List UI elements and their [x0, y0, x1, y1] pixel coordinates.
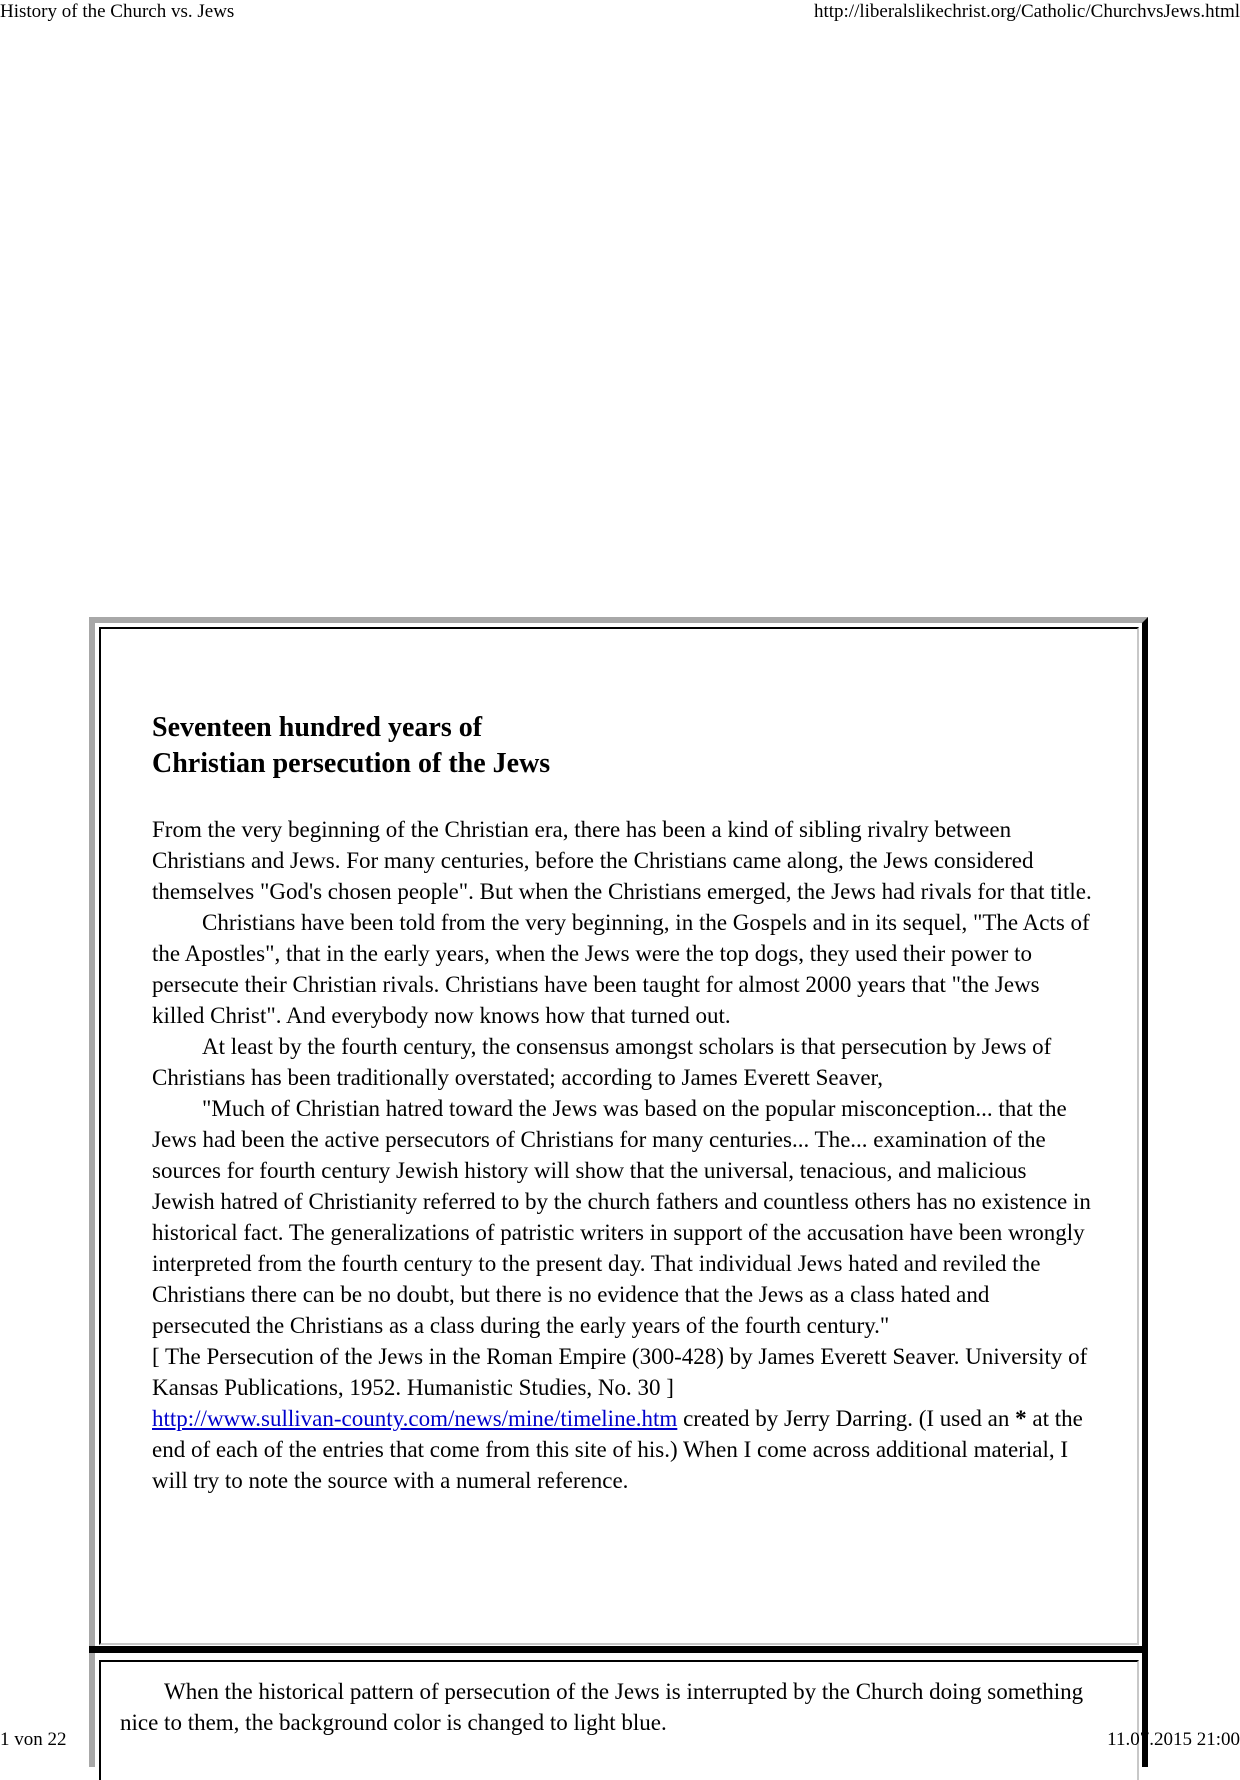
title-line-2: Christian persecution of the Jews	[152, 748, 551, 779]
source-link[interactable]: http://www.sullivan-county.com/news/mine/timeline.htm	[152, 1406, 678, 1431]
source-paragraph	[152, 1403, 1092, 1496]
print-footer-page: 1 von 22	[0, 1729, 67, 1750]
article-body	[152, 710, 1092, 1496]
page-title	[152, 710, 1092, 782]
source-text-b: at the end of each of the entries that come from this site of his.) When I come across additional material, I will try to note the source with a numeral reference.	[152, 1406, 1083, 1493]
print-header-title: History of the Church vs. Jews	[0, 1, 235, 22]
seaver-quote: "Much of Christian hatred toward the Jews was based on the popular misconception... that the Jews had been the active persecutors of Christians for many centuries... The... examination of the sources for fourth century Jewish history will show that the universal, tenacious, and malicious Jewish hatred of Christianity referred to by the church fathers and countless others has no existence in historical fact. The generalizations of patristic writers in support of the accusation have been wrongly interpreted from the fourth century to the present day. That individual Jews hated and reviled the Christians there can be no doubt, but there is no evidence that the Jews as a class hated and persecuted the Christians as a class during the early years of the fourth century."	[152, 1096, 1091, 1338]
citation: [ The Persecution of the Jews in the Roman Empire (300-428) by James Everett Seaver. University of Kansas Publications, 1952. Humanistic Studies, No. 30 ]	[152, 1344, 1088, 1400]
table-row-separator	[89, 1646, 1148, 1653]
source-text-a: created by Jerry Darring. (I used an	[677, 1406, 1016, 1431]
color-legend-note: When the historical pattern of persecution of the Jews is interrupted by the Church doing something nice to them, the background color is changed to light blue.	[120, 1679, 1084, 1735]
intro-paragraph: From the very beginning of the Christian era, there has been a kind of sibling rivalry between Christians and Jews. For many centuries, before the Christians came along, the Jews considered themselves "God's chosen people". But when the Christians emerged, the Jews had rivals for that title.	[152, 817, 1092, 904]
print-header-url: http://liberalslikechrist.org/Catholic/ChurchvsJews.html	[813, 1, 1240, 22]
title-line-1: Seventeen hundred years of	[152, 712, 483, 743]
print-footer-datetime: 11.07.2015 21:00	[1107, 1729, 1240, 1750]
acts-paragraph: Christians have been told from the very beginning, in the Gospels and in its sequel, "The Acts of the Apostles", that in the early years, when the Jews were the top dogs, they used their power to persecute their Christian rivals. Christians have been taught for almost 2000 years that "the Jews killed Christ". And everybody now knows how that turned out.	[152, 910, 1090, 1028]
fourth-century-paragraph: At least by the fourth century, the consensus amongst scholars is that persecution by Jews of Christians has been traditionally overstated; according to James Everett Seaver,	[152, 1034, 1052, 1090]
asterisk-marker: *	[1015, 1406, 1027, 1431]
